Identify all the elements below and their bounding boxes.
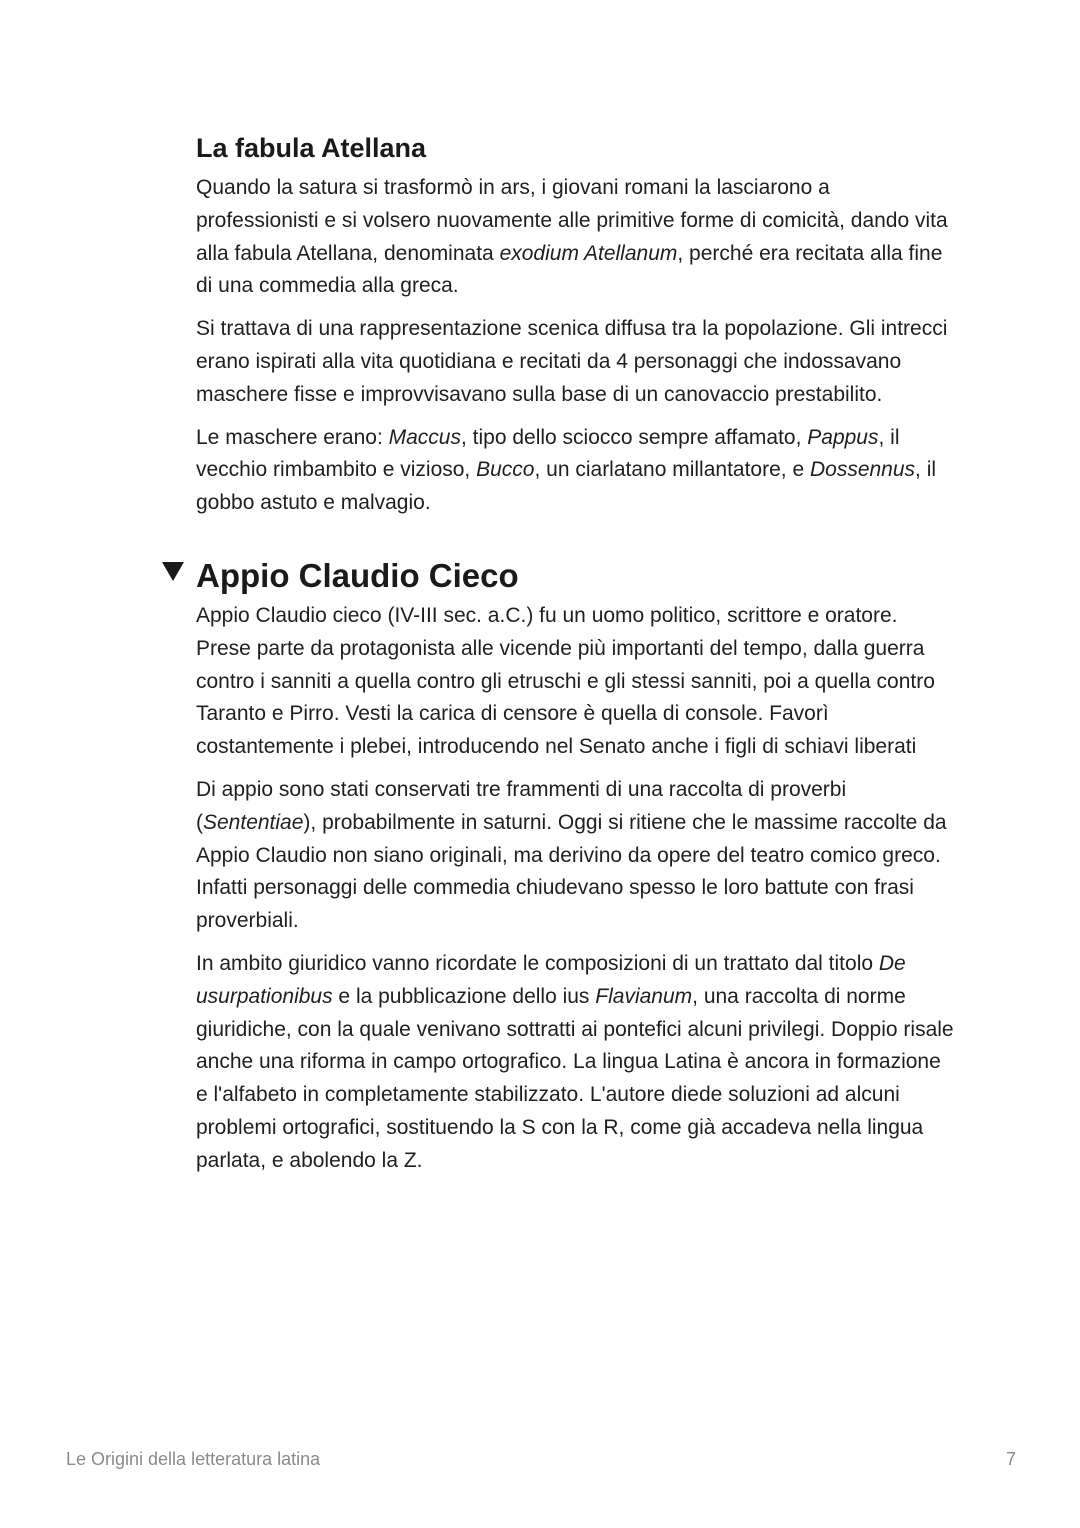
page-number: 7 [1005,1449,1016,1469]
appio-claudio-toggle-header[interactable] [196,554,956,598]
text-run: e la pubblicazione dello ius [332,984,596,1008]
text-run: Di appio sono stati conservati tre frammenti di una raccolta di proverbi ( [196,777,847,834]
triangle-down-icon[interactable] [162,562,184,581]
text-run: Le maschere erano: [196,425,389,449]
text-run: , tipo dello sciocco sempre affamato, [460,425,808,449]
italic-term: exodium Atellanum [499,241,678,265]
text-run: ), probabilmente in saturni. Oggi si ritiene che le massime raccolte da Appio Claudio non siano originali, ma derivino da opere del teatro comico greco. Infatti personaggi delle commedia chiudevano spesso le loro battute con frasi proverbiali. [196,810,947,933]
fabula-paragraph-3 [196,422,956,520]
italic-term: Sententiae [203,810,304,834]
italic-term: Maccus [388,425,461,449]
appio-claudio-heading: Appio Claudio Cieco [196,556,519,594]
text-run: , una raccolta di norme giuridiche, con la quale venivano sottratti ai pontefici alcuni privilegi. Doppio risale anche una riforma in campo ortografico. La lingua Latina è ancora in formazione e l'alfabeto in completamente stabilizzato. L'autore diede soluzioni ad alcuni problemi ortografici, sostituendo la S con la R, come già accadeva nella lingua parlata, e abolendo la Z. [196,984,954,1172]
italic-term: Flavianum [595,984,693,1008]
italic-term: De usurpationibus [196,951,906,1008]
appio-claudio-toggle-section [196,554,956,1178]
text-run: In ambito giuridico vanno ricordate le composizioni di un trattato dal titolo [196,951,879,975]
appio-paragraph-2 [196,774,956,938]
italic-term: Bucco [476,458,535,482]
fabula-atellana-heading: La fabula Atellana [196,133,427,163]
text-run: , un ciarlatano millantatore, e [534,458,810,482]
italic-term: Pappus [807,425,879,449]
fabula-paragraph-1 [196,172,956,303]
appio-paragraph-1: Appio Claudio cieco (IV-III sec. a.C.) fu un uomo politico, scrittore e oratore. Prese parte da protagonista alle vicende più importanti del tempo, dalla guerra contro i sanniti a quella contro gli etruschi e gli stessi sanniti, poi a quella contro Taranto e Pirro. Vesti la carica di censore è quella di console. Favorì costantemente i plebei, introducendo nel Senato anche i figli di schiavi liberati [196,603,935,759]
text-run: , il vecchio rimbambito e vizioso, [196,425,900,482]
appio-paragraph-3 [196,948,956,1178]
text-run: Quando la satura si trasformò in ars, i giovani romani la lasciarono a professionisti e si volsero nuovamente alle primitive forme di comicità, dando vita alla fabula Atellana, denominata [196,176,948,265]
fabula-atellana-section [196,130,956,520]
document-body [196,130,956,1188]
text-run: , il gobbo astuto e malvagio. [196,458,937,515]
italic-term: Dossennus [809,458,916,482]
footer-document-title: Le Origini della letteratura latina [66,1449,321,1469]
fabula-paragraph-2: Si trattava di una rappresentazione scenica diffusa tra la popolazione. Gli intrecci erano ispirati alla vita quotidiana e recitati da 4 personaggi che indossavano maschere fisse e improvvisavano sulla base di un canovaccio prestabilito. [196,317,948,406]
text-run: , perché era recitata alla fine di una commedia alla greca. [196,241,943,298]
